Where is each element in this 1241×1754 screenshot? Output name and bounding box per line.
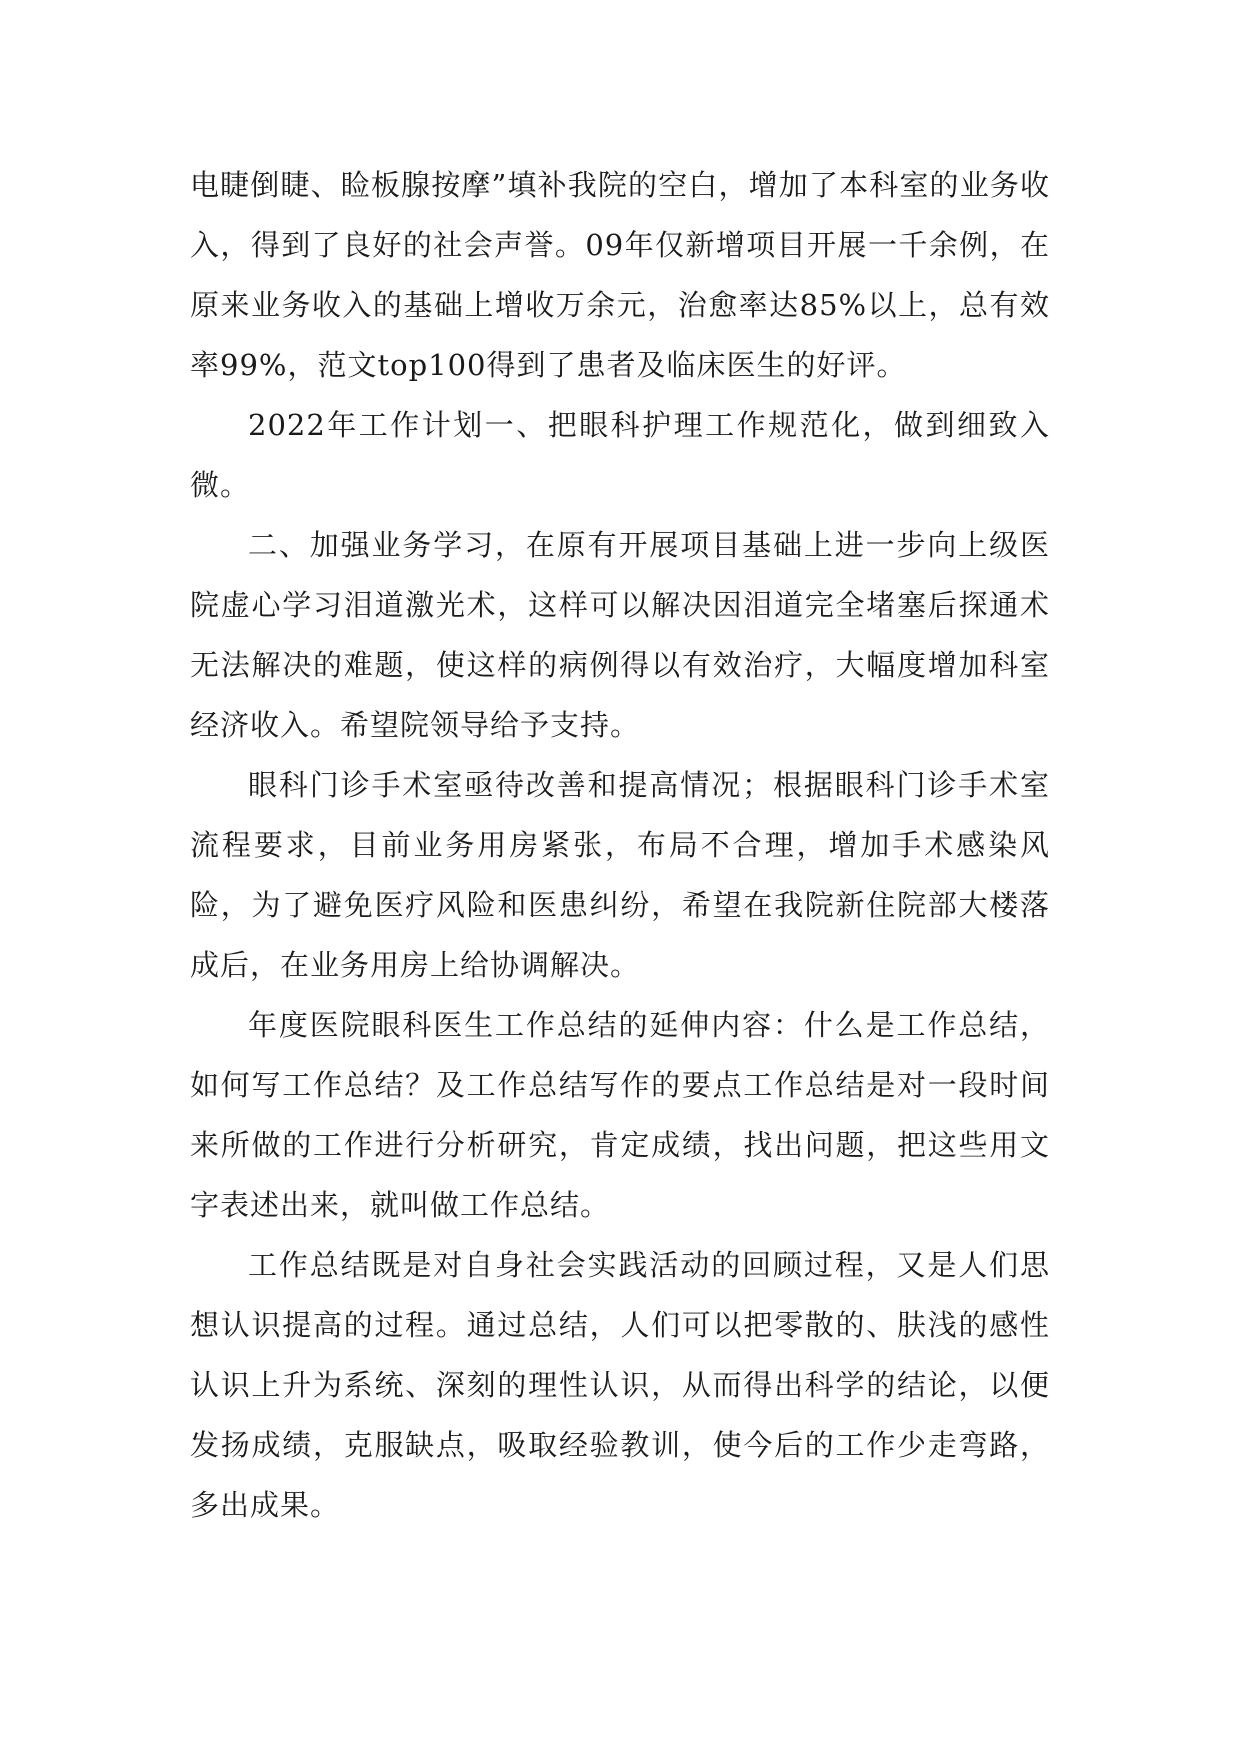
document-body (190, 155, 1050, 1535)
paragraph-1: 电睫倒睫、睑板腺按摩”填补我院的空白，增加了本科室的业务收入，得到了良好的社会声誉。09年仅新增项目开展一千余例，在原来业务收入的基础上增收万余元，治愈率达85%以上，总有效率99%，范文top100得到了患者及临床医生的好评。 (190, 168, 1050, 382)
paragraph-5: 年度医院眼科医生工作总结的延伸内容：什么是工作总结，如何写工作总结？及工作总结写作的要点工作总结是对一段时间来所做的工作进行分析研究，肯定成绩，找出问题，把这些用文字表述出来，就叫做工作总结。 (190, 1008, 1050, 1222)
paragraph-2: 2022年工作计划一、把眼科护理工作规范化，做到细致入微。 (190, 408, 1050, 502)
paragraph-6: 工作总结既是对自身社会实践活动的回顾过程，又是人们思想认识提高的过程。通过总结，人们可以把零散的、肤浅的感性认识上升为系统、深刻的理性认识，从而得出科学的结论，以便发扬成绩，克服缺点，吸取经验教训，使今后的工作少走弯路，多出成果。 (190, 1248, 1050, 1522)
paragraph-4: 眼科门诊手术室亟待改善和提高情况；根据眼科门诊手术室流程要求，目前业务用房紧张，布局不合理，增加手术感染风险，为了避免医疗风险和医患纠纷，希望在我院新住院部大楼落成后，在业务用房上给协调解决。 (190, 768, 1050, 982)
paragraph-3: 二、加强业务学习，在原有开展项目基础上进一步向上级医院虚心学习泪道激光术，这样可以解决因泪道完全堵塞后探通术无法解决的难题，使这样的病例得以有效治疗，大幅度增加科室经济收入。希望院领导给予支持。 (190, 528, 1050, 742)
